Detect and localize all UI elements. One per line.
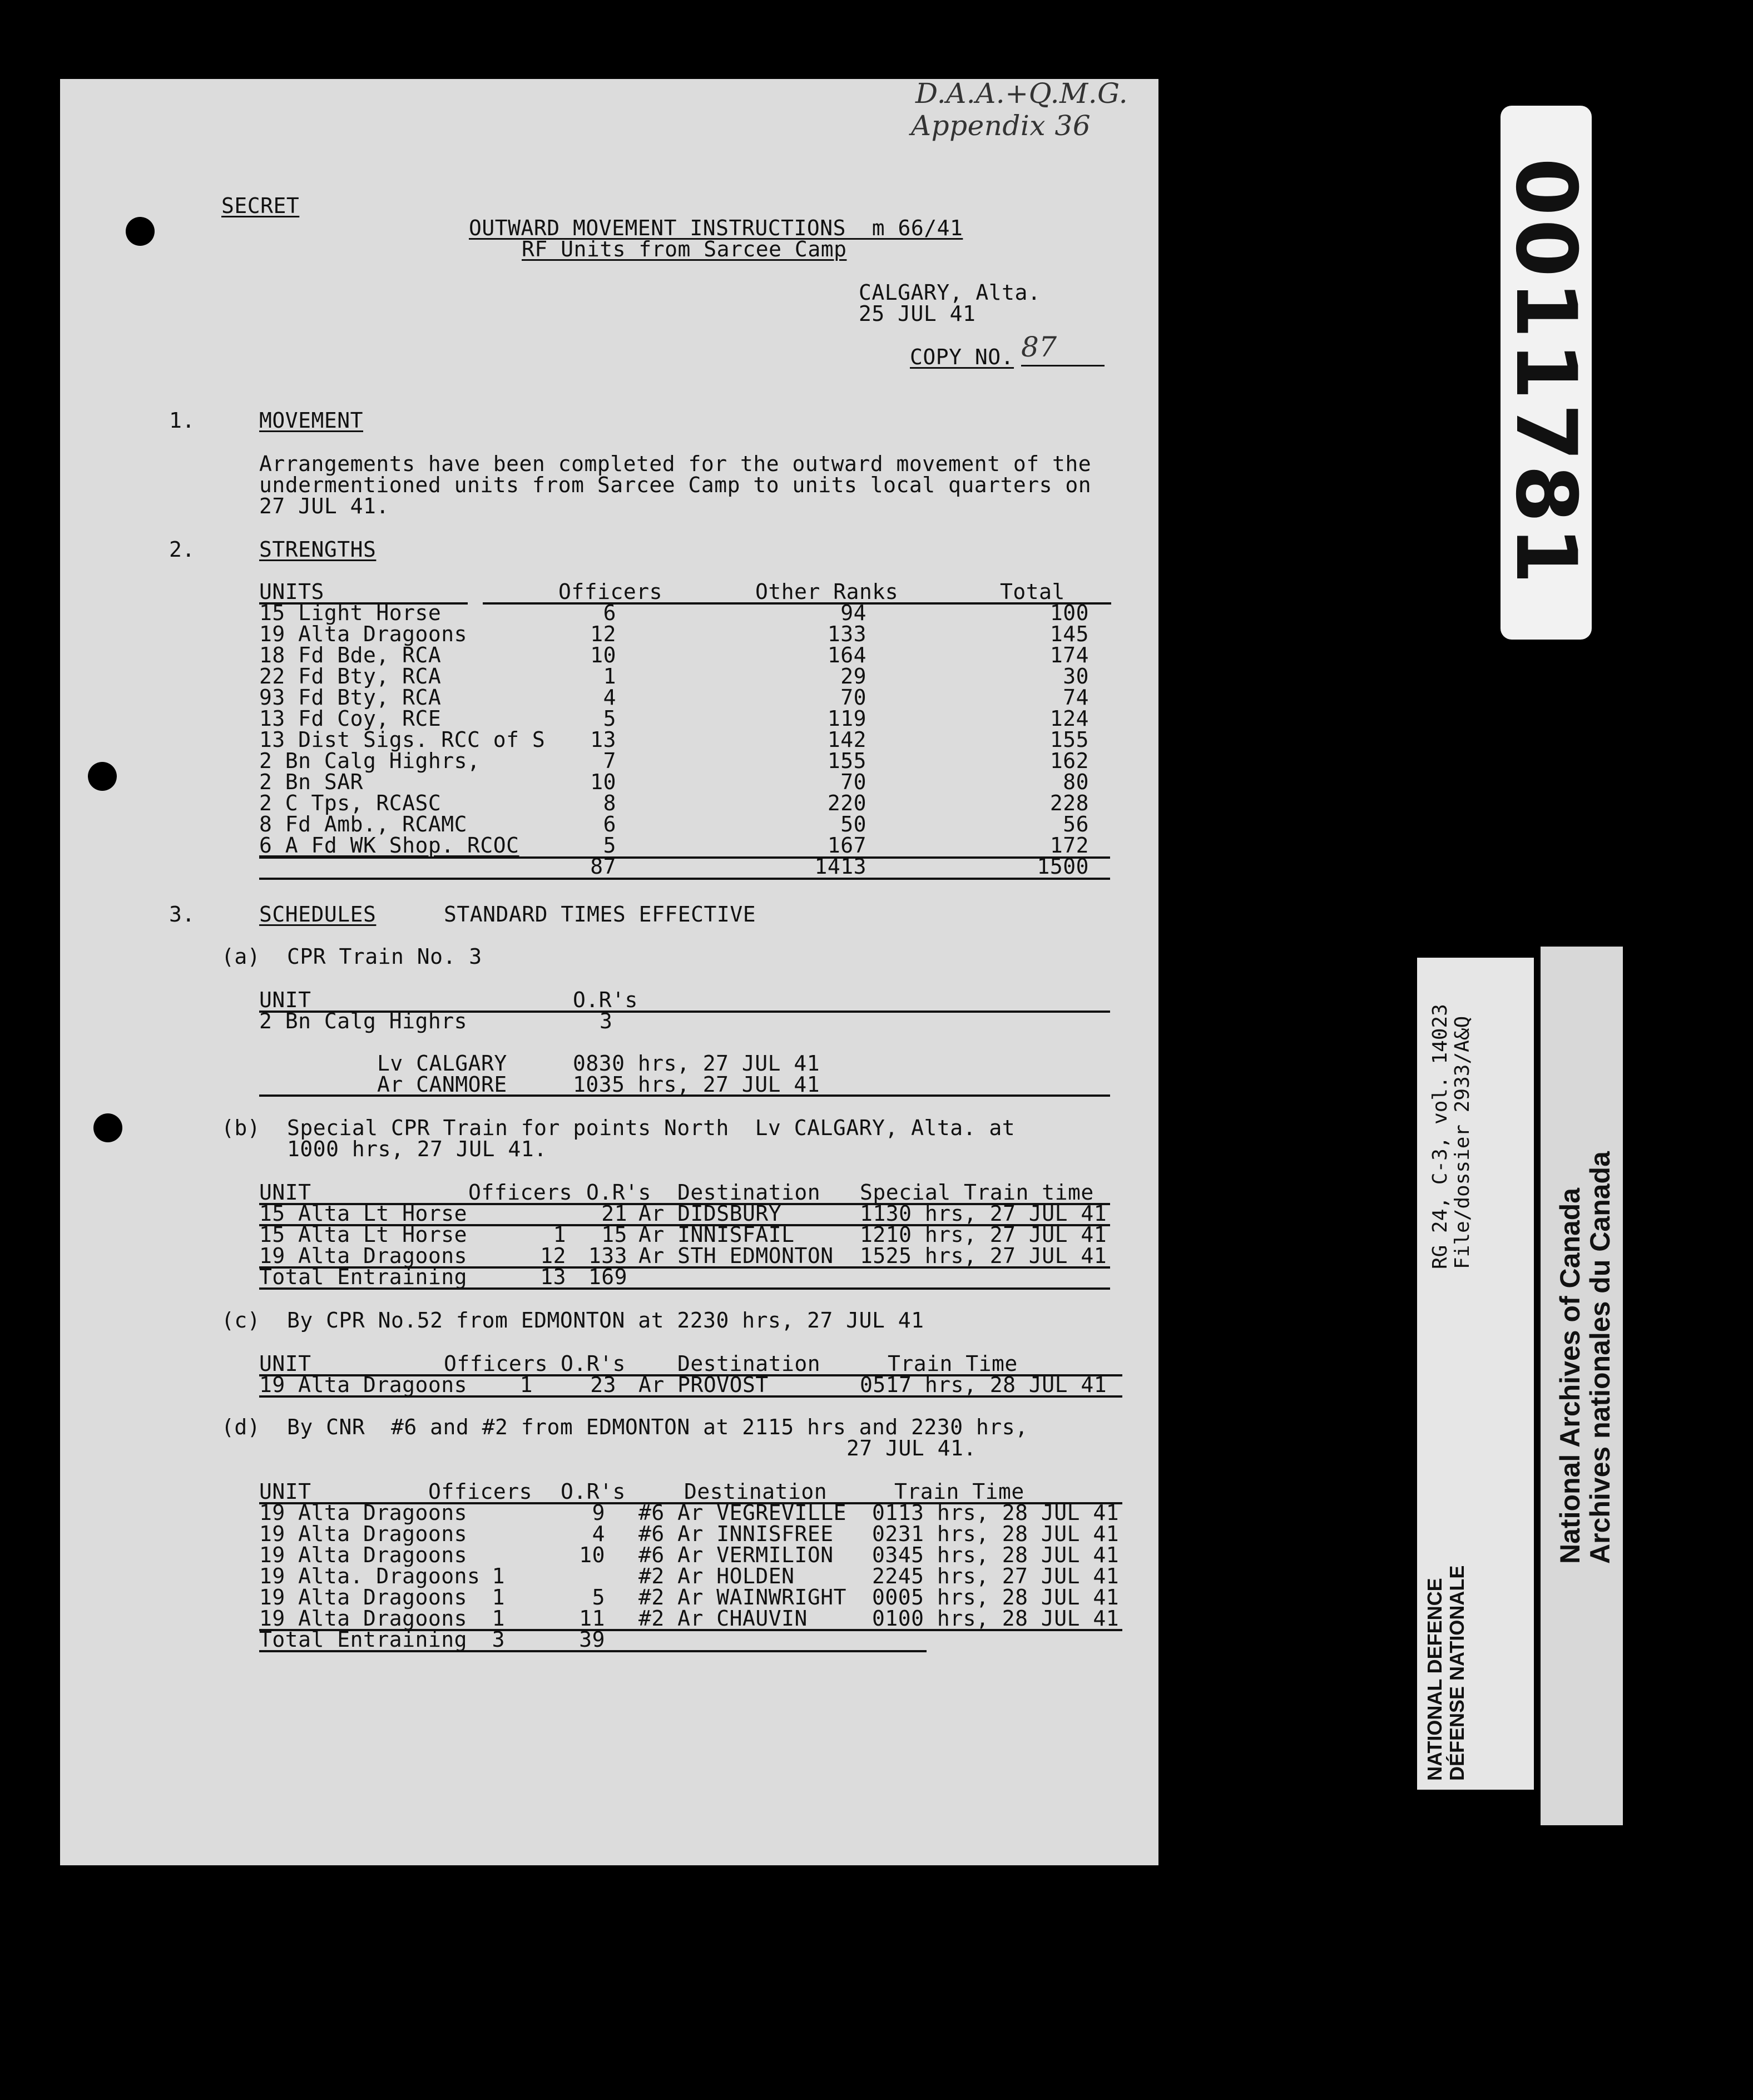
table-cell-officers: 7 bbox=[603, 749, 616, 773]
table-cell-total: 172 bbox=[1049, 833, 1089, 858]
table-cell-officers: 10 bbox=[590, 643, 616, 667]
column-header: Train Time bbox=[888, 1351, 1018, 1376]
copy-label: COPY NO. bbox=[910, 345, 1014, 369]
table-cell-total: 145 bbox=[1049, 622, 1089, 646]
table-cell-officers: 8 bbox=[603, 791, 616, 815]
table-cell-unit: 15 Alta Lt Horse bbox=[259, 1222, 468, 1247]
table-cell-time: 1130 hrs, 27 JUL 41 bbox=[860, 1201, 1107, 1226]
table-cell-other-ranks: 29 bbox=[840, 664, 866, 689]
table-cell-officers: 1 bbox=[492, 1585, 505, 1609]
table-cell-ors: 3 bbox=[600, 1009, 613, 1033]
table-cell-unit: 13 Fd Coy, RCE bbox=[259, 706, 442, 731]
archives-text-line: Archives nationales du Canada bbox=[1584, 1151, 1616, 1564]
column-header: UNIT bbox=[259, 988, 311, 1012]
handwritten-note-line2: Appendix 36 bbox=[911, 110, 1091, 142]
table-cell-officers: 6 bbox=[603, 812, 616, 836]
table-cell-other-ranks: 94 bbox=[840, 601, 866, 625]
frame-number-text-group bbox=[1501, 158, 1592, 588]
arrive-time: 1035 hrs, 27 JUL 41 bbox=[573, 1072, 820, 1097]
table-cell-unit: 18 Fd Bde, RCA bbox=[259, 643, 442, 667]
national-archives-label bbox=[1541, 947, 1623, 1825]
table-cell-ors: 15 bbox=[601, 1222, 627, 1247]
section-rule bbox=[259, 1094, 1110, 1097]
document-page bbox=[60, 79, 1158, 1865]
table-cell-ors: 5 bbox=[592, 1585, 605, 1609]
table-cell-other-ranks: 155 bbox=[827, 749, 866, 773]
table-cell-unit: 13 Dist Sigs. RCC of S bbox=[259, 727, 546, 752]
table-cell-time: 0345 hrs, 28 JUL 41 bbox=[872, 1543, 1120, 1567]
table-cell-time: 1525 hrs, 27 JUL 41 bbox=[860, 1244, 1107, 1268]
total-rule bbox=[259, 1287, 1110, 1290]
table-cell-total: 100 bbox=[1049, 601, 1089, 625]
column-header: Officers bbox=[444, 1351, 548, 1376]
table-cell-unit: 2 C Tps, RCASC bbox=[259, 791, 442, 815]
subsection-label: (c) bbox=[221, 1308, 261, 1333]
column-header: UNIT bbox=[259, 1351, 311, 1376]
table-cell-officers: 4 bbox=[603, 685, 616, 710]
table-cell-unit: 22 Fd Bty, RCA bbox=[259, 664, 442, 689]
table-cell-destination: #6 Ar VERMILION bbox=[638, 1543, 834, 1567]
total-other-ranks: 1413 bbox=[814, 854, 866, 879]
table-cell-ors: 133 bbox=[588, 1244, 627, 1268]
column-header: Total bbox=[1000, 580, 1065, 604]
row-rule bbox=[259, 1395, 1122, 1398]
table-cell-unit: 6 A Fd WK Shop. RCOC bbox=[259, 833, 519, 858]
column-header: O.R's bbox=[586, 1180, 651, 1205]
table-cell-ors: 4 bbox=[592, 1522, 605, 1546]
column-header: O.R's bbox=[561, 1351, 626, 1376]
total-double-rule bbox=[259, 878, 1110, 880]
frame-number-graphic bbox=[1501, 106, 1592, 640]
subsection-label: (d) bbox=[221, 1415, 261, 1439]
column-header: Officers bbox=[558, 580, 663, 604]
section-heading-movement: MOVEMENT bbox=[259, 408, 364, 433]
table-cell-total: 30 bbox=[1063, 664, 1089, 689]
table-cell-officers: 13 bbox=[590, 727, 616, 752]
handwritten-note-line1: D.A.A.+Q.M.G. bbox=[915, 77, 1128, 110]
frame-number-strip bbox=[1501, 106, 1592, 640]
column-header: O.R's bbox=[561, 1479, 626, 1504]
copy-underline bbox=[1021, 365, 1105, 366]
table-cell-destination: Ar INNISFAIL bbox=[638, 1222, 795, 1247]
table-cell-unit: 19 Alta Dragoons bbox=[259, 1606, 468, 1631]
table-cell-unit: 15 Light Horse bbox=[259, 601, 442, 625]
depart-time: 0830 hrs, 27 JUL 41 bbox=[573, 1051, 820, 1076]
table-cell-officers: 5 bbox=[603, 706, 616, 731]
frame-number: 0011781 bbox=[1501, 157, 1592, 588]
punch-hole bbox=[93, 1113, 122, 1142]
arrive-label: Ar CANMORE bbox=[377, 1072, 507, 1097]
table-cell-officers: 1 bbox=[553, 1222, 566, 1247]
table-cell-ors: 11 bbox=[579, 1606, 605, 1631]
table-cell-ors: 21 bbox=[601, 1201, 627, 1226]
table-cell-unit: 19 Alta Dragoons bbox=[259, 1373, 468, 1397]
column-header: Officers bbox=[468, 1180, 573, 1205]
table-cell-time: 0231 hrs, 28 JUL 41 bbox=[872, 1522, 1120, 1546]
column-header: Destination bbox=[677, 1351, 821, 1376]
column-header: UNITS bbox=[259, 580, 324, 604]
total-rule bbox=[259, 856, 1110, 859]
table-cell-officers: 10 bbox=[590, 770, 616, 794]
table-cell-total: 74 bbox=[1063, 685, 1089, 710]
table-cell-destination: #2 Ar WAINWRIGHT bbox=[638, 1585, 847, 1609]
punch-hole bbox=[126, 217, 155, 246]
section-number: 1. bbox=[169, 408, 195, 433]
table-cell-other-ranks: 133 bbox=[827, 622, 866, 646]
table-cell-destination: #2 Ar CHAUVIN bbox=[638, 1606, 808, 1631]
table-cell-unit: 2 Bn Calg Highrs bbox=[259, 1009, 468, 1033]
table-cell-unit: 19 Alta Dragoons bbox=[259, 1543, 468, 1567]
table-cell-total: 80 bbox=[1063, 770, 1089, 794]
column-header: Destination bbox=[677, 1180, 821, 1205]
depart-label: Lv CALGARY bbox=[377, 1051, 507, 1076]
section-heading-strengths: STRENGTHS bbox=[259, 537, 377, 562]
table-cell-time: 0113 hrs, 28 JUL 41 bbox=[872, 1500, 1120, 1525]
table-cell-officers: 1 bbox=[519, 1373, 533, 1397]
table-cell-unit: 2 Bn Calg Highrs, bbox=[259, 749, 481, 773]
table-cell-total: 162 bbox=[1049, 749, 1089, 773]
total-label: Total Entraining bbox=[259, 1627, 468, 1652]
column-header: Train Time bbox=[894, 1479, 1024, 1504]
table-cell-time: 1210 hrs, 27 JUL 41 bbox=[860, 1222, 1107, 1247]
table-cell-total: 228 bbox=[1049, 791, 1089, 815]
table-cell-officers: 5 bbox=[603, 833, 616, 858]
table-cell-other-ranks: 220 bbox=[827, 791, 866, 815]
national-defence-label bbox=[1417, 958, 1534, 1790]
table-cell-total: 174 bbox=[1049, 643, 1089, 667]
table-cell-time: 0100 hrs, 28 JUL 41 bbox=[872, 1606, 1120, 1631]
punch-hole bbox=[88, 762, 117, 791]
table-cell-officers: 12 bbox=[540, 1244, 566, 1268]
table-cell-unit: 93 Fd Bty, RCA bbox=[259, 685, 442, 710]
column-header: Special Train time bbox=[860, 1180, 1094, 1205]
subsection-title: CPR Train No. 3 bbox=[287, 944, 482, 969]
table-cell-other-ranks: 142 bbox=[827, 727, 866, 752]
total-ors: 169 bbox=[588, 1265, 627, 1289]
table-cell-officers: 12 bbox=[590, 622, 616, 646]
table-cell-ors: 9 bbox=[592, 1500, 605, 1525]
table-cell-unit: 19 Alta. Dragoons bbox=[259, 1564, 481, 1588]
table-cell-unit: 19 Alta Dragoons bbox=[259, 622, 468, 646]
total-officers: 87 bbox=[590, 854, 616, 879]
movement-text-line: undermentioned units from Sarcee Camp to units local quarters on bbox=[259, 473, 1092, 497]
table-cell-other-ranks: 70 bbox=[840, 685, 866, 710]
table-cell-total: 155 bbox=[1049, 727, 1089, 752]
place-line: CALGARY, Alta. bbox=[859, 280, 1041, 305]
column-header: UNIT bbox=[259, 1479, 311, 1504]
document-title: OUTWARD MOVEMENT INSTRUCTIONS m 66/41 bbox=[469, 216, 963, 240]
subsection-title: 27 JUL 41. bbox=[846, 1436, 977, 1460]
column-header: Officers bbox=[428, 1479, 533, 1504]
handwritten-copy-number: 87 bbox=[1021, 331, 1057, 363]
schedules-note: STANDARD TIMES EFFECTIVE bbox=[444, 902, 756, 927]
table-cell-unit: 19 Alta Dragoons bbox=[259, 1500, 468, 1525]
subsection-label: (b) bbox=[221, 1116, 261, 1140]
table-cell-destination: Ar DIDSBURY bbox=[638, 1201, 782, 1226]
subsection-label: (a) bbox=[221, 944, 261, 969]
table-cell-other-ranks: 119 bbox=[827, 706, 866, 731]
table-cell-unit: 2 Bn SAR bbox=[259, 770, 364, 794]
table-cell-officers: 1 bbox=[492, 1564, 505, 1588]
table-cell-officers: 1 bbox=[603, 664, 616, 689]
table-cell-destination: Ar STH EDMONTON bbox=[638, 1244, 834, 1268]
total-ors: 39 bbox=[579, 1627, 605, 1652]
table-cell-destination: #6 Ar VEGREVILLE bbox=[638, 1500, 847, 1525]
table-cell-destination: #6 Ar INNISFREE bbox=[638, 1522, 834, 1546]
total-grand: 1500 bbox=[1037, 854, 1089, 879]
table-cell-officers: 1 bbox=[492, 1606, 505, 1631]
table-cell-other-ranks: 50 bbox=[840, 812, 866, 836]
table-cell-other-ranks: 164 bbox=[827, 643, 866, 667]
table-cell-other-ranks: 167 bbox=[827, 833, 866, 858]
table-cell-total: 124 bbox=[1049, 706, 1089, 731]
movement-text-line: 27 JUL 41. bbox=[259, 494, 389, 518]
table-cell-ors: 10 bbox=[579, 1543, 605, 1567]
column-header: O.R's bbox=[573, 988, 638, 1012]
total-label: Total Entraining bbox=[259, 1265, 468, 1289]
table-cell-unit: 19 Alta Dragoons bbox=[259, 1585, 468, 1609]
total-rule bbox=[259, 1650, 927, 1652]
table-cell-officers: 6 bbox=[603, 601, 616, 625]
section-heading-schedules: SCHEDULES bbox=[259, 902, 377, 927]
table-cell-ors: 23 bbox=[590, 1373, 616, 1397]
subsection-title: By CNR #6 and #2 from EDMONTON at 2115 hrs and 2230 hrs, bbox=[287, 1415, 1028, 1439]
column-header: Other Ranks bbox=[755, 580, 899, 604]
defence-text-line: DÉFENSE NATIONALE bbox=[1445, 1565, 1468, 1781]
movement-text-line: Arrangements have been completed for the outward movement of the bbox=[259, 452, 1092, 476]
date-line: 25 JUL 41 bbox=[859, 301, 976, 326]
table-cell-time: 0517 hrs, 28 JUL 41 bbox=[860, 1373, 1107, 1397]
table-cell-unit: 8 Fd Amb., RCAMC bbox=[259, 812, 468, 836]
column-header: UNIT bbox=[259, 1180, 311, 1205]
table-cell-unit: 19 Alta Dragoons bbox=[259, 1522, 468, 1546]
total-officers: 3 bbox=[492, 1627, 505, 1652]
subsection-title: By CPR No.52 from EDMONTON at 2230 hrs, 27 JUL 41 bbox=[287, 1308, 924, 1333]
table-cell-unit: 15 Alta Lt Horse bbox=[259, 1201, 468, 1226]
table-cell-time: 0005 hrs, 28 JUL 41 bbox=[872, 1585, 1120, 1609]
table-cell-unit: 19 Alta Dragoons bbox=[259, 1244, 468, 1268]
section-number: 2. bbox=[169, 537, 195, 562]
reference-text-line: File/dossier 2933/A&Q bbox=[1451, 1016, 1474, 1269]
column-header: Destination bbox=[684, 1479, 828, 1504]
subsection-title: 1000 hrs, 27 JUL 41. bbox=[287, 1137, 547, 1161]
defence-text-line: NATIONAL DEFENCE bbox=[1423, 1578, 1446, 1781]
table-cell-destination: Ar PROVOST bbox=[638, 1373, 769, 1397]
subsection-title: Special CPR Train for points North Lv CALGARY, Alta. at bbox=[287, 1116, 1016, 1140]
table-cell-destination: #2 Ar HOLDEN bbox=[638, 1564, 795, 1588]
table-cell-total: 56 bbox=[1063, 812, 1089, 836]
classification-mark: SECRET bbox=[221, 194, 300, 218]
table-cell-time: 2245 hrs, 27 JUL 41 bbox=[872, 1564, 1120, 1588]
section-number: 3. bbox=[169, 902, 195, 927]
table-cell-other-ranks: 70 bbox=[840, 770, 866, 794]
reference-text-line: RG 24, C-3, vol. 14023 bbox=[1429, 1004, 1452, 1269]
total-officers: 13 bbox=[540, 1265, 566, 1289]
archives-text-line: National Archives of Canada bbox=[1554, 1187, 1586, 1564]
document-subtitle: RF Units from Sarcee Camp bbox=[522, 237, 847, 261]
